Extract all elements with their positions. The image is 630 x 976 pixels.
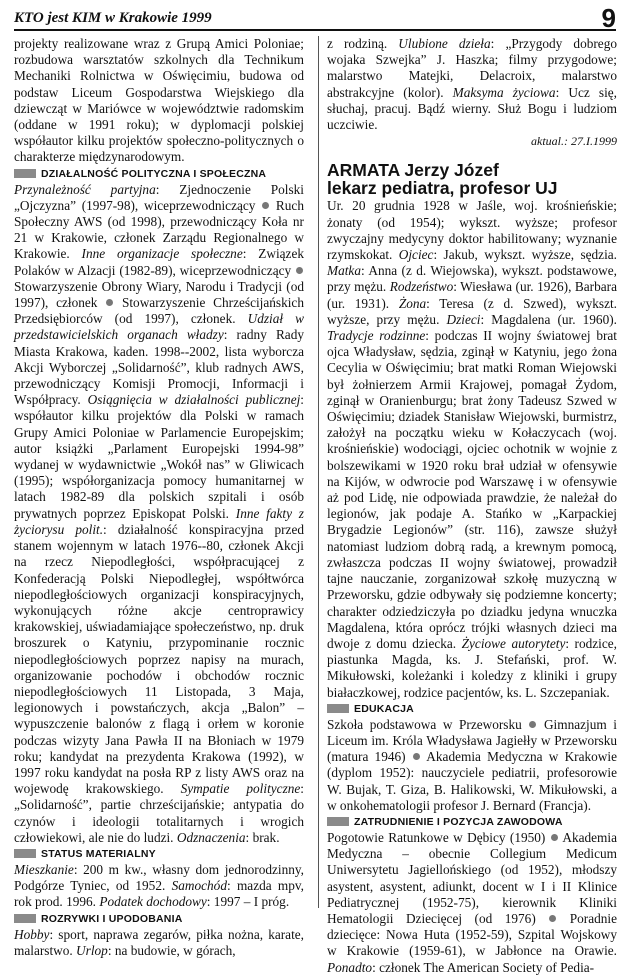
field-text: Ruch Społeczny AWS (od 1998), przewodniczący Koła nr 21 w Krakowie, członek Zarządu Regionalnego w Krakowie. (14, 197, 304, 262)
field-label: Hobby (14, 926, 50, 942)
section-title: DZIAŁALNOŚĆ POLITYCZNA I SPOŁECZNA (41, 167, 267, 180)
section-heading-education (327, 702, 617, 716)
section-title: ROZRYWKI I UPODOBANIA (41, 912, 183, 925)
field-text: : 200 m kw., własny dom jednorodzinny, Podgórze Tyniec, od 1952. (14, 861, 304, 894)
field-text: Szkoła podstawowa w Przeworsku (327, 716, 529, 732)
right-column (327, 36, 617, 976)
section-heading-hobby (14, 912, 304, 926)
section-heading-employment (327, 815, 617, 829)
bullet-icon (529, 721, 536, 728)
field-text: : Zjednoczenie Polski „Ojczyzna” (1997-98), wiceprzewodniczący (14, 181, 304, 213)
field-label: Dzieci (446, 311, 481, 327)
intro-paragraph: projekty realizowane wraz z Grupą Amici Poloniae; rozbudowa warsztatów szkolnych dla Technikum Mechaniki Rolnictwa w Oświęcimiu, budowa od podstaw Liceum Gospodarstwa Wiejskiego dla dziewcząt w Mariówce w województwie radomskim (oddane w 1991 roku); w dyplomacji polskiej współautor kilku projektów społeczno-politycznych o charakterze międzynarodowym. (14, 36, 304, 165)
material-paragraph (14, 862, 304, 911)
field-text: : radny Rady Miasta Krakowa, kaden. 1998--2002, lista wyborcza Akcji Wyborczej „Solidarność”, klub radnych AWS, przewodniczący Komisji Promocji, Informacji i Współpracy. (14, 327, 305, 408)
field-text: : rodzice, piastunka Magda, ks. J. Stefański, prof. W. Mikułowski, koleżanki i koledzy z kliniki i grupy białaczkowej, rodzice pacjentów, ks. L. Szczepaniak. (327, 635, 618, 700)
entry-heading (327, 161, 617, 197)
bullet-icon (413, 753, 420, 760)
field-text: : mazda mpv, rok prod. 1996. (14, 878, 305, 910)
field-text: Akademia Medyczna – obecnie Collegium Medicum Uniwersytetu Jagiellońskiego (od 1952), młodszy asystent, asystent, adiunkt, docent w I i II Klinice Pediatrycznej (1952-75), kierownik Kliniki Hematologii Dziecięcej (od 1976) (327, 829, 617, 926)
field-label: Podatek dochodowy (99, 894, 207, 910)
section-bar-icon (14, 914, 36, 923)
field-text: : 1997 – I próg. (206, 894, 290, 910)
field-label: Życiowe autorytety (461, 635, 566, 651)
field-text: Stowarzyszenie Chrześcijańskich Przedsiębiorców (od 1997), członek. (14, 295, 304, 327)
field-text: : podczas II wojny światowej brat ojca Władysław, sędzia, zginął w Katyniu, jego żona Cecylia w Oświęcimiu; brat matki Roman Wiejowski był żołnierzem Armii Krajowej, pomagał Żydom, zginął w Oranienburgu; brat żony Tadeusz Szwed w Oświęcimiu; dziadek Stanisław Wiejowski, burmistrz, założył na początku wieku w Kołaczycach (woj. krośnieńskie) wodociągi, ojciec ochotnik w wojnie z bolszewikami w 1920 roku brał udział w ofensywie na Kijów, w odwrocie pod Warszawę i w ofensywie aż pod Lidę, nie odpowiada prawdzie, że należał do legionów, jak podaje A. Stańko w „Karpackiej Brygadzie Legionów” (str. 116), zawsze służył natomiast ludziom dobrą radą, a krewnym pomocą, zwłaszcza podczas II wojny światowej, prowadził tajne nauczanie, zorganizował szkołę muzyczną w Przeworsku, gdzie odbywały się podziemne koncerty; charakter odziedziczyła po dziadku jedyna wnuczka Magdalena, która oprócz trójki własnych dzieci ma dwoje z domu dziecka. (327, 328, 617, 651)
entry-name: ARMATA Jerzy Józef (327, 160, 499, 181)
bullet-icon (549, 915, 556, 922)
field-label: Tradycje rodzinne (327, 328, 426, 344)
field-text: : Związek Polaków w Alzacji (1982-89), wiceprzewodniczący (14, 246, 305, 278)
section-bar-icon (327, 817, 349, 826)
field-label: Mieszkanie (14, 861, 74, 877)
continuation-paragraph (327, 36, 617, 133)
field-text: Stowarzyszenie Obrony Wiary, Narodu i Tradycji (od 1997), członek (14, 278, 304, 311)
field-text: : sport, naprawa zegarów, piłka nożna, karate, malarstwo. (14, 926, 304, 958)
field-label: Inne organizacje społeczne (81, 246, 243, 262)
field-label: Ponadto (327, 959, 373, 975)
section-bar-icon (14, 849, 36, 858)
education-paragraph (327, 717, 617, 814)
field-label: Przynależność partyjna (14, 181, 156, 197)
field-label: Samochód (171, 878, 227, 894)
field-label: Rodzeństwo (389, 279, 454, 295)
field-label: Maksyma życiowa (452, 84, 556, 100)
field-text: : Wiesława (ur. 1926), Barbara (ur. 1931). (327, 279, 617, 311)
field-label: Ulubione dzieła (398, 36, 491, 51)
field-text: Akademia Medyczna w Krakowie (dyplom 1952): nauczyciele pediatrii, profesorowie W. Bujak, T. Giza, B. Halikowski, W. Mikułowski, a w onkohematologii profesor J. Bernard (Francja). (327, 749, 617, 813)
field-text: Pogotowie Ratunkowe w Dębicy (1950) (327, 829, 550, 845)
field-text: : Anna (z d. Wiejowska), wykszt. podstawowe, przy mężu. (327, 263, 617, 295)
field-text: : współautor kilku projektów dla Polski w ramach Grupy Amici Poloniae w Parlamencie Europejskim; autor książki „Parlament Europejski 1994-98” wydanej w wydawnictwie „Wokół nas” w Gliwicach (1995); współorganizacja pomocy humanitarnej w latach 1982-89 dla polskich szpitali i osób prywatnych poprzez Episkopat Polski. (14, 392, 304, 521)
section-bar-icon (327, 704, 349, 713)
field-text: : na budowie, w górach, (107, 942, 236, 958)
field-text: : Magdalena (ur. 1960). (480, 311, 617, 327)
field-label: Matka (327, 263, 361, 279)
entry-profession: lekarz pediatra, profesor UJ (327, 178, 558, 199)
field-text: : „Solidarność”, partie chrześcijańskie; antypatia do czynów i ideologii totalitarnych i wrogich człowiekowi, ale nie do ludzi. (14, 781, 304, 845)
field-label: Osiągnięcia w działalności publicznej (87, 392, 301, 408)
hobby-paragraph (14, 927, 304, 959)
field-text: : działalność konspiracyjna przed stanem wojennym w latach 1976--80, członek Akcji na rzecz Niepodległości, współpracującej z Konfederacją Polski Niepodległej, współtwórca niepodległościowych organizacji konspiracyjnych, wykonujących różne akcje centroprawicy krakowskiej, uświadamiające społeczeństwo, np. druk broszurek o Katyniu, przypominanie rocznic niepodległościowych poprzez napisy na murach, organizowanie pochodów i obchodów rocznic niepodległościowych 11 Listopada, 3 Maja, legionowych i powstańczych, akcja „Balon” – wypuszczenie balonów z flagą i orłem w koronie podczas wizyty Jana Pawła II na Błoniach w 1979 roku; kandydat na prezydenta Krakowa (1992), w 1997 roku kandydat na posła RP z listy AWS oraz na wojewodę krakowskiego. (14, 521, 305, 797)
section-title: STATUS MATERIALNY (41, 847, 156, 860)
bullet-icon (551, 834, 558, 841)
field-text: : brak. (245, 829, 280, 845)
field-label: Urlop (76, 942, 108, 958)
update-date: aktual.: 27.I.1999 (531, 134, 617, 149)
column-divider (318, 36, 319, 908)
politics-paragraph (14, 182, 304, 846)
section-heading-material (14, 847, 304, 861)
field-text: : Teresa (z d. Szwed), wykszt. wyższe, przy mężu. (327, 295, 618, 327)
left-column (14, 36, 304, 959)
section-title: ZATRUDNIENIE I POZYCJA ZAWODOWA (354, 815, 563, 828)
field-label: Żona (398, 295, 427, 311)
field-text: : Jakub, wykszt. wyższe, sędzia. (433, 247, 617, 263)
field-text: Ur. 20 grudnia 1928 w Jaśle, woj. krośnieńskie; żonaty (od 1954); wykszt. wyższe; profesor zwyczajny medycyny doktor habilitowany; wyznanie rzymskokat. (327, 198, 617, 263)
bullet-icon (262, 202, 269, 209)
field-text: : Ucz się, słuchaj, pracuj. Bądź wierny. Służ Bogu i ludziom uczciwie. (327, 84, 617, 133)
field-label: Ojciec (398, 247, 434, 263)
field-text: Poradnie dziecięce: Nowa Huta (1952-59), Szpital Wojskowy w Krakowie (1959-61), w Jabłonce na Orawie. (327, 910, 617, 959)
section-bar-icon (14, 169, 36, 178)
header-rule (14, 29, 616, 31)
page-number: 9 (601, 3, 616, 33)
bullet-icon (296, 267, 303, 274)
field-text: z rodziną. (327, 36, 399, 51)
running-title: KTO jest KIM w Krakowie 1999 (14, 10, 212, 26)
bio-paragraph (327, 198, 617, 700)
section-title: EDUKACJA (354, 702, 414, 715)
field-text: : „Przygody dobrego wojaka Szwejka” J. Haszka; filmy przygodowe; malarstwo Matejki, Delacroix, malarstwo abstrakcyjne (kolor). (327, 36, 617, 100)
field-text: Gimnazjum i Liceum im. Króla Władysława Jagiełły w Przeworsku (matura 1946) (327, 716, 617, 765)
bullet-icon (106, 299, 113, 306)
field-text: : członek The American Society of Pedia- (372, 959, 595, 975)
employment-paragraph (327, 830, 617, 976)
field-label: Odznaczenia (176, 829, 246, 845)
field-label: Sympatie polityczne (180, 781, 301, 797)
section-heading-politics (14, 167, 304, 181)
field-label: Inne fakty z życiorysu polit. (14, 505, 304, 537)
field-label: Udział w przedstawicielskich organach władzy (14, 311, 305, 343)
